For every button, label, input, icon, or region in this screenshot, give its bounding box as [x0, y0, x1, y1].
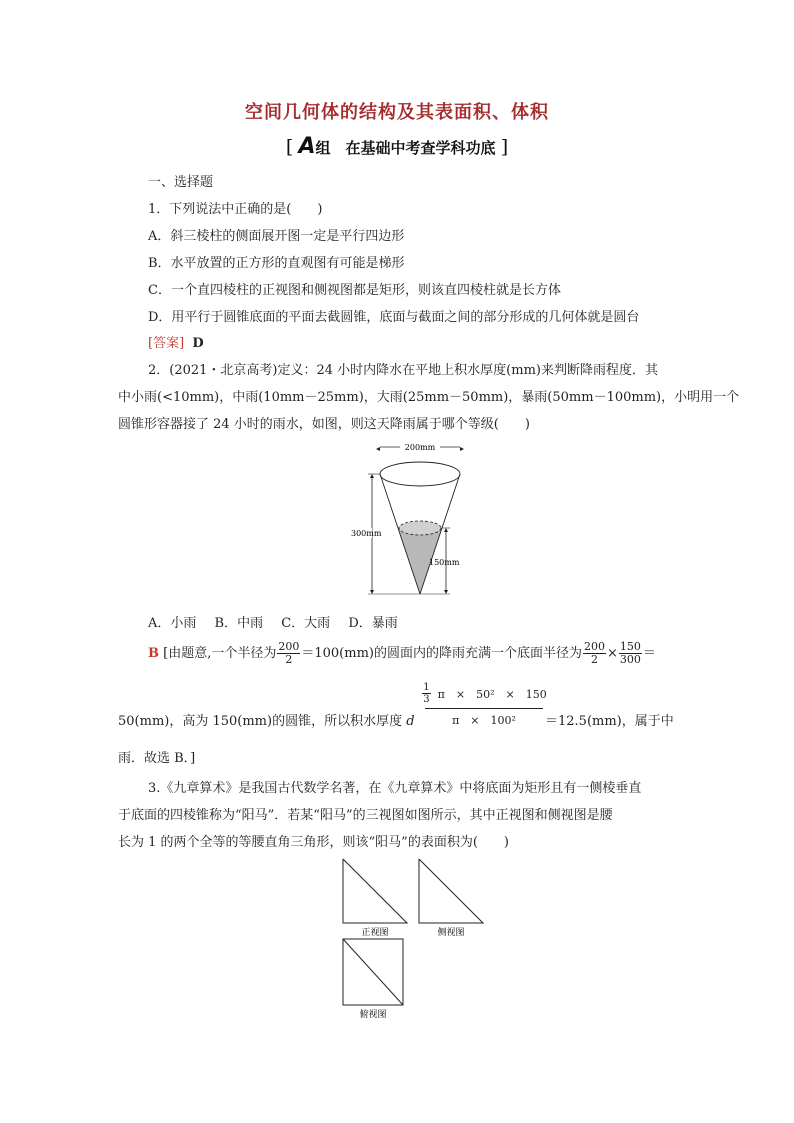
fraction-2	[583, 641, 606, 666]
q2-line-3: 圆锥形容器接了 24 小时的雨水，如图，则这天降雨属于哪个等级( )	[118, 417, 530, 432]
cone-rim	[380, 462, 460, 486]
side-view-label: 侧视图	[437, 928, 465, 938]
cone-figure	[350, 436, 470, 608]
q2-solution-line-3: 雨．故选 B．]	[118, 751, 196, 766]
q2-option-d: D．暴雨	[348, 616, 398, 631]
fraction-1-den: 2	[285, 653, 293, 667]
q1-answer	[148, 332, 204, 351]
volume-numerator-text: π × 50² × 150	[437, 687, 547, 701]
one-third-den: 3	[423, 694, 430, 705]
three-views-figure	[335, 855, 485, 1023]
fraction-3-num: 150	[619, 640, 641, 653]
group-letter: A	[298, 134, 316, 159]
volume-fraction-denominator: π × 100²	[452, 714, 516, 727]
q3-line-1: 3.《九章算术》是我国古代数学名著，在《九章算术》中将底面为矩形且有一侧棱垂直	[148, 781, 642, 796]
one-third	[422, 682, 430, 705]
q2-solution-line-1	[148, 641, 656, 666]
q2-options	[148, 612, 398, 631]
q1-option-a: A．斜三棱柱的侧面展开图一定是平行四边形	[148, 229, 405, 244]
top-view-label: 俯视图	[359, 1010, 387, 1020]
solution-text-3: 50(mm)，高为 150(mm)的圆锥，所以积水厚度	[118, 714, 407, 729]
front-view-label: 正视图	[361, 928, 389, 938]
q1-option-b: B．水平放置的正方形的直观图有可能是梯形	[148, 256, 405, 271]
height-label: 300mm	[351, 529, 382, 538]
fraction-3	[619, 641, 642, 666]
one-third-num: 1	[423, 682, 430, 693]
q1-stem: 1．下列说法中正确的是( )	[148, 202, 323, 217]
q2-line-2: 中小雨(<10mm)，中雨(10mm－25mm)，大雨(25mm－50mm)，暴雨(50mm－100mm)，小明用一个	[118, 390, 740, 405]
q1-option-c: C．一个直四棱柱的正视图和侧视图都是矩形，则该直四棱柱就是长方体	[148, 283, 561, 298]
equals-sign: ＝	[642, 646, 656, 662]
q2-solution-result	[545, 710, 674, 729]
front-view-triangle	[343, 859, 407, 923]
diameter-label: 200mm	[404, 443, 436, 452]
q2-option-c: C．大雨	[281, 616, 331, 631]
fraction-1-num: 200	[278, 640, 300, 653]
q1-option-d: D．用平行于圆锥底面的平面去截圆锥，底面与截面之间的部分形成的几何体就是圆台	[148, 310, 640, 325]
q3-line-2: 于底面的四棱锥称为“阳马”．若某“阳马”的三视图如图所示，其中正视图和侧视图是腰	[118, 808, 613, 823]
fraction-3-den: 300	[619, 653, 641, 667]
water-height-label: 150mm	[429, 558, 460, 567]
side-view-triangle	[419, 859, 483, 923]
water-surface	[399, 521, 441, 535]
group-bracket-open: [	[285, 136, 294, 158]
q3-line-3: 长为 1 的两个全等的等腰直角三角形，则该“阳马”的表面积为( )	[118, 835, 509, 850]
q2-option-a: A．小雨	[148, 616, 197, 631]
solution-text-4: ＝12.5(mm)，属于中	[545, 714, 674, 729]
solution-text-2: ＝100(mm)的圆面内的降雨充满一个底面半径为	[301, 646, 582, 662]
group-heading	[0, 134, 794, 159]
fraction-2-den: 2	[590, 653, 598, 667]
section-heading: 一、选择题	[148, 175, 214, 190]
q2-option-b: B．中雨	[214, 616, 264, 631]
volume-fraction-numerator	[423, 682, 547, 709]
solution-text-1: [由题意,一个半径为	[163, 646, 277, 662]
answer-value: D	[192, 336, 204, 351]
fraction-1	[277, 641, 300, 666]
q2-solution-line-2-text	[118, 710, 415, 729]
variable-d: d	[406, 714, 415, 729]
page-title: 空间几何体的结构及其表面积、体积	[245, 102, 549, 123]
volume-fraction	[423, 682, 547, 728]
q2-line-1: 2．(2021・北京高考)定义：24 小时内降水在平地上积水厚度(mm)来判断降雨程度．其	[148, 363, 658, 378]
solution-answer-letter: B	[148, 646, 159, 662]
fraction-2-num: 200	[583, 640, 605, 653]
group-label: 组 在基础中考查学科功底	[315, 139, 496, 157]
times-sign: ×	[606, 646, 618, 662]
group-bracket-close: ]	[500, 136, 509, 158]
answer-label: [答案]	[148, 336, 185, 351]
top-view-diagonal	[343, 939, 403, 1005]
